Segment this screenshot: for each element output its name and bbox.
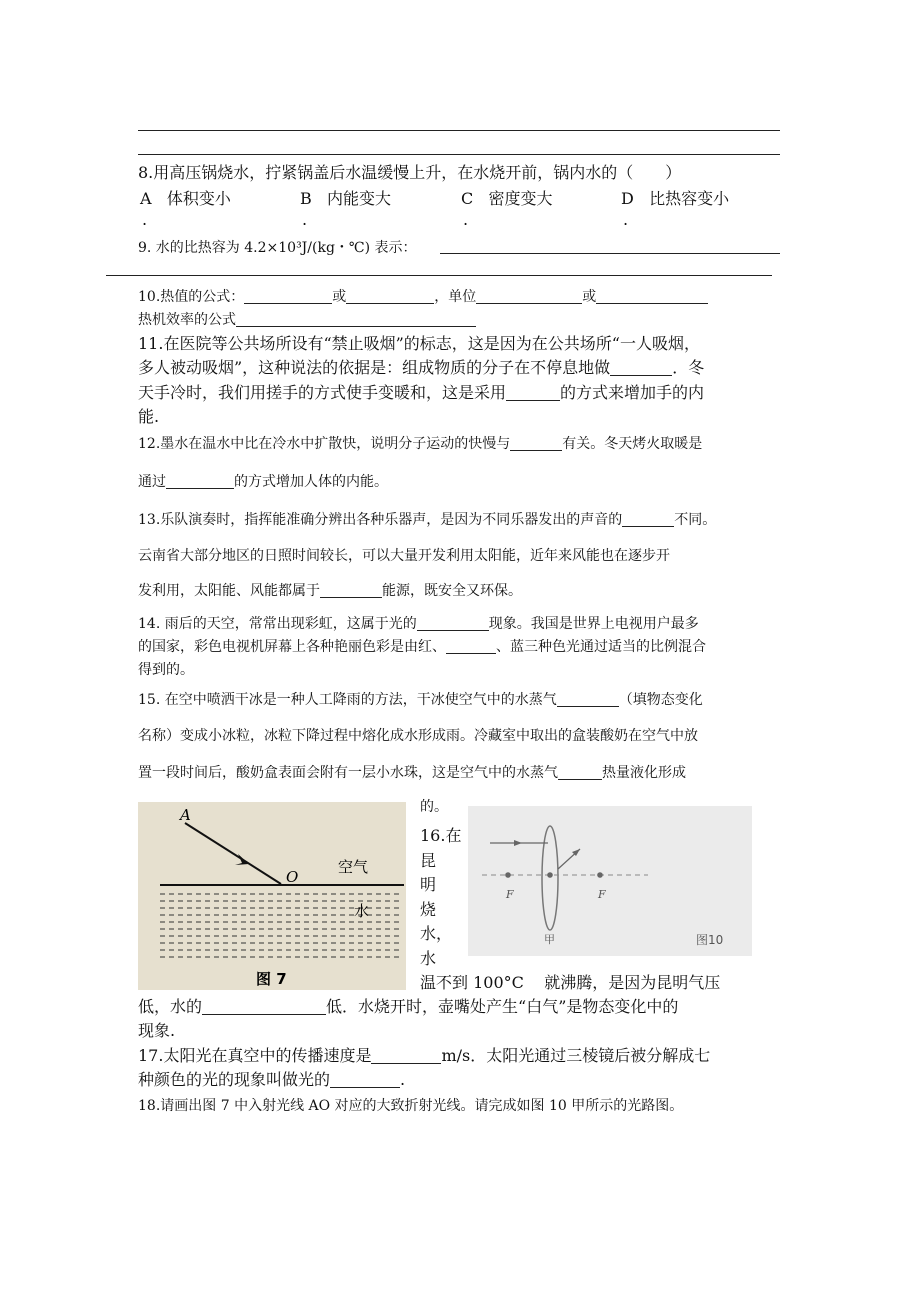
q15-line1 xyxy=(138,689,703,709)
q16-line-c: 现象. xyxy=(138,1021,176,1040)
q15-text: （填物态变化 xyxy=(618,692,703,708)
q15-text: 热量液化形成 xyxy=(602,765,686,781)
option-text: 密度变大 xyxy=(488,189,553,208)
option-text: 内能变大 xyxy=(327,189,392,208)
q16-vertical xyxy=(420,824,461,971)
answer-blank[interactable] xyxy=(236,312,476,327)
q18-text: 18.请画出图 7 中入射光线 AO 对应的大致折射光线。请完成如图 10 甲所示的光路图。 xyxy=(138,1098,684,1114)
q13-line1 xyxy=(138,509,716,529)
label-f: F xyxy=(506,888,514,901)
q17-text: 17.太阳光在真空中的传播速度是 xyxy=(138,1046,372,1065)
figure-10 xyxy=(468,806,752,956)
q11-line2 xyxy=(138,355,704,378)
q12-text: 的方式增加人体的内能。 xyxy=(234,474,388,490)
q12-text: 12.墨水在温水中比在冷水中扩散快，说明分子运动的快慢与 xyxy=(138,436,511,452)
option-letter: A xyxy=(140,189,152,208)
q10-label: 10.热值的公式： xyxy=(138,289,245,305)
q10-line1 xyxy=(138,286,708,306)
option-dot: . xyxy=(623,210,629,229)
q15-text: 15. 在空中喷洒干冰是一种人工降雨的方法，干冰使空气中的水蒸气 xyxy=(138,692,557,708)
answer-line xyxy=(138,154,780,155)
option-a[interactable] xyxy=(140,186,231,209)
q16-char: 烧 xyxy=(420,899,437,919)
q10-efficiency: 热机效率的公式 xyxy=(138,312,236,328)
answer-blank[interactable] xyxy=(476,289,582,304)
q8-stem: 8.用高压锅烧水，拧紧锅盖后水温缓慢上升，在水烧开前，锅内水的（ ） xyxy=(138,163,682,182)
figure-background xyxy=(138,802,406,990)
q11-text: 多人被动吸烟”，这种说法的依据是：组成物质的分子在不停息地做 xyxy=(138,358,611,377)
q14-text: 的国家，彩色电视机屏幕上各种艳丽色彩是由红、 xyxy=(138,639,446,655)
answer-blank[interactable] xyxy=(320,583,382,598)
answer-blank[interactable] xyxy=(510,436,562,451)
answer-blank[interactable] xyxy=(446,639,496,654)
option-dot: . xyxy=(463,210,469,229)
q12-text: 通过 xyxy=(138,474,166,490)
q11-text: 的方式来增加手的内 xyxy=(560,383,705,402)
q16-char: 水 xyxy=(420,948,437,968)
q13-text: 13.乐队演奏时，指挥能准确分辨出各种乐器声，是因为不同乐器发出的声音的 xyxy=(138,512,623,528)
lens-diagram xyxy=(468,806,752,956)
answer-blank[interactable] xyxy=(417,616,489,631)
answer-blank[interactable] xyxy=(371,1047,441,1064)
q9-stem: 9. 水的比热容为 4.2×10³J/(kg・℃) 表示： xyxy=(138,240,417,256)
q10-line2 xyxy=(138,309,476,329)
q13-text: 不同。 xyxy=(674,512,717,528)
q16-text: 温不到 100°C xyxy=(420,973,524,992)
figure-caption: 图 7 xyxy=(256,970,287,988)
figure-caption: 图10 xyxy=(696,933,724,947)
answer-blank[interactable] xyxy=(330,1071,400,1088)
figure-7 xyxy=(138,802,406,990)
option-letter: C xyxy=(461,189,474,208)
answer-blank[interactable] xyxy=(202,998,326,1015)
q13-text: 发利用，太阳能、风能都属于 xyxy=(138,583,320,599)
label-water: 水 xyxy=(354,902,370,920)
focal-point-right xyxy=(597,872,603,878)
option-letter: B xyxy=(300,189,312,208)
answer-line xyxy=(138,130,780,131)
label-a: A xyxy=(180,806,191,824)
q11-text: ．冬 xyxy=(672,358,705,377)
answer-blank[interactable] xyxy=(610,359,672,376)
option-text: 体积变小 xyxy=(166,189,231,208)
q12-line1 xyxy=(138,433,702,453)
q17-line1 xyxy=(138,1043,710,1066)
q16-char: 明 xyxy=(420,875,437,894)
optical-center xyxy=(547,872,553,878)
q11-line1: 11.在医院等公共场所设有“禁止吸烟”的标志，这是因为在公共场所“一人吸烟， xyxy=(138,334,700,353)
q13-line2: 云南省大部分地区的日照时间较长，可以大量开发利用太阳能，近年来风能也在逐步开 xyxy=(138,548,670,564)
q16-line-b xyxy=(138,994,678,1017)
q10-or: 或 xyxy=(332,289,347,305)
q14-line1 xyxy=(138,613,699,633)
answer-blank[interactable] xyxy=(244,289,332,304)
option-text: 比热容变小 xyxy=(649,189,730,208)
refraction-diagram xyxy=(138,802,406,990)
option-letter: D xyxy=(621,189,634,208)
label-o: O xyxy=(286,868,299,886)
q17-line2 xyxy=(138,1067,405,1090)
q13-line3 xyxy=(138,580,522,600)
q14-text: 现象。我国是世界上电视用户最多 xyxy=(488,616,699,632)
q14-text: 、蓝三种色光通过适当的比例混合 xyxy=(496,639,706,655)
q16-text: 低，水的 xyxy=(138,997,203,1016)
q15-line3 xyxy=(138,762,686,782)
q14-line3: 得到的。 xyxy=(138,662,194,678)
answer-blank[interactable] xyxy=(558,765,602,780)
q16-text: 低．水烧开时，壶嘴处产生“白气”是物态变化中的 xyxy=(326,997,679,1016)
q17-text: m/s．太阳光通过三棱镜后被分解成七 xyxy=(441,1046,711,1065)
option-dot: . xyxy=(142,210,148,229)
answer-line[interactable] xyxy=(106,275,772,276)
q16-char: 16.在 xyxy=(420,826,462,845)
q12-line2 xyxy=(138,471,388,491)
option-c[interactable] xyxy=(461,186,553,209)
q11-line4: 能. xyxy=(138,407,160,426)
q14-line2 xyxy=(138,636,706,656)
q16-line-a xyxy=(420,970,720,993)
answer-blank[interactable] xyxy=(557,692,619,707)
q16-text: 就沸腾，是因为昆明气压 xyxy=(544,973,721,992)
lens-label: 甲 xyxy=(544,933,555,946)
label-f: F xyxy=(598,888,606,901)
q15-line2: 名称）变成小冰粒，冰粒下降过程中熔化成水形成雨。冷藏室中取出的盒装酸奶在空气中放 xyxy=(138,728,698,744)
option-dot: . xyxy=(302,210,308,229)
answer-blank[interactable] xyxy=(596,289,708,304)
q13-text: 能源，既安全又环保。 xyxy=(382,583,522,599)
answer-blank[interactable] xyxy=(440,253,780,254)
focal-point-left xyxy=(505,872,511,878)
option-b[interactable] xyxy=(300,186,391,209)
q17-text: . xyxy=(400,1070,406,1089)
q10-or: 或 xyxy=(582,289,597,305)
label-air: 空气 xyxy=(338,858,369,876)
q11-line3 xyxy=(138,380,704,403)
answer-blank[interactable] xyxy=(346,289,434,304)
q10-unit: ，单位 xyxy=(434,289,477,305)
answer-blank[interactable] xyxy=(622,512,674,527)
q11-text: 天手冷时，我们用搓手的方式使手变暖和，这是采用 xyxy=(138,383,507,402)
q17-text: 种颜色的光的现象叫做光的 xyxy=(138,1070,331,1089)
q16-char: 水， xyxy=(420,924,453,943)
answer-blank[interactable] xyxy=(166,474,234,489)
option-d[interactable] xyxy=(621,186,729,209)
q16-char: 昆 xyxy=(420,850,437,870)
answer-blank[interactable] xyxy=(506,384,560,401)
q15-text: 置一段时间后，酸奶盒表面会附有一层小水珠，这是空气中的水蒸气 xyxy=(138,765,558,781)
q15-line4: 的。 xyxy=(420,799,448,815)
q14-text: 14. 雨后的天空，常常出现彩虹，这属于光的 xyxy=(138,616,417,632)
q12-text: 有关。冬天烤火取暖是 xyxy=(562,436,703,452)
